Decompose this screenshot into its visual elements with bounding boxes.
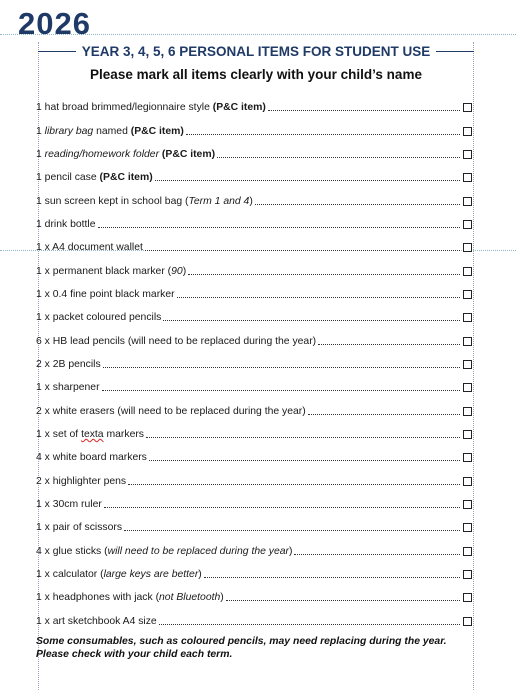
item-label: 4 x white board markers xyxy=(36,452,147,464)
dot-leader xyxy=(98,219,461,228)
item-label: 1 x 0.4 fine point black marker xyxy=(36,288,175,300)
dot-leader xyxy=(155,172,460,181)
item-label: 1 library bag named (P&C item) xyxy=(36,125,184,137)
item-label: 1 x permanent black marker (90) xyxy=(36,265,187,277)
checkbox[interactable] xyxy=(463,267,472,276)
dot-leader xyxy=(255,196,460,205)
checkbox[interactable] xyxy=(463,360,472,369)
year-title: 2026 xyxy=(18,6,91,41)
checkbox[interactable] xyxy=(463,337,472,346)
item-label: 1 x headphones with jack (not Bluetooth) xyxy=(36,592,224,604)
checkbox[interactable] xyxy=(463,313,472,322)
item-label: 1 x packet coloured pencils xyxy=(36,312,162,324)
checkbox[interactable] xyxy=(463,477,472,486)
item-label: 2 x white erasers (will need to be replaced during the year) xyxy=(36,405,306,417)
item-label: 6 x HB lead pencils (will need to be replaced during the year) xyxy=(36,335,317,347)
checkbox[interactable] xyxy=(463,407,472,416)
checklist-row xyxy=(36,423,474,446)
checklist-row xyxy=(36,586,474,609)
checkbox[interactable] xyxy=(463,453,472,462)
dot-leader xyxy=(268,102,460,111)
heading-rule-right xyxy=(436,51,474,52)
heading-bar xyxy=(38,44,474,59)
checklist-row xyxy=(36,446,474,469)
checklist-row xyxy=(36,353,474,376)
checklist-row xyxy=(36,399,474,422)
checklist-row xyxy=(36,493,474,516)
dot-leader xyxy=(163,312,460,321)
checklist-row xyxy=(36,540,474,563)
dot-leader xyxy=(177,289,460,298)
checkbox[interactable] xyxy=(463,173,472,182)
item-label: 1 x sharpener xyxy=(36,382,100,394)
item-label: 1 x A4 document wallet xyxy=(36,242,143,254)
dot-leader xyxy=(103,359,460,368)
checklist-row xyxy=(36,213,474,236)
item-label: 2 x 2B pencils xyxy=(36,358,101,370)
item-label: 1 x pair of scissors xyxy=(36,522,123,534)
checklist-row xyxy=(36,189,474,212)
footnote: Some consumables, such as coloured pencils, may need replacing during the year. Please check with your child each term. xyxy=(36,636,447,660)
checkbox[interactable] xyxy=(463,103,472,112)
checklist-row xyxy=(36,166,474,189)
dot-leader xyxy=(188,266,460,275)
items-checklist xyxy=(36,96,474,633)
dot-leader xyxy=(318,336,460,345)
checklist-row xyxy=(36,143,474,166)
dot-leader xyxy=(159,616,460,625)
dot-leader xyxy=(186,126,460,135)
item-label: 1 x set of texta markers xyxy=(36,428,145,440)
dot-leader xyxy=(102,382,460,391)
dot-leader xyxy=(294,546,460,555)
checkbox[interactable] xyxy=(463,617,472,626)
page-subheading: Please mark all items clearly with your child’s name xyxy=(90,67,422,82)
checklist-row xyxy=(36,236,474,259)
checkbox[interactable] xyxy=(463,127,472,136)
checkbox[interactable] xyxy=(463,500,472,509)
checklist-row xyxy=(36,563,474,586)
dot-leader xyxy=(128,476,460,485)
item-label: 1 pencil case (P&C item) xyxy=(36,172,153,184)
checkbox[interactable] xyxy=(463,430,472,439)
item-label: 4 x glue sticks (will need to be replaced during the year) xyxy=(36,545,293,557)
checkbox[interactable] xyxy=(463,290,472,299)
checklist-row xyxy=(36,329,474,352)
checklist-row xyxy=(36,119,474,142)
checkbox[interactable] xyxy=(463,593,472,602)
checkbox[interactable] xyxy=(463,523,472,532)
checklist-row xyxy=(36,516,474,539)
dot-leader xyxy=(226,592,460,601)
checklist-row xyxy=(36,259,474,282)
item-label: 1 x 30cm ruler xyxy=(36,499,102,511)
item-label: 1 sun screen kept in school bag (Term 1 and 4) xyxy=(36,195,253,207)
dot-leader xyxy=(217,149,460,158)
item-label: 1 x calculator (large keys are better) xyxy=(36,569,202,581)
checklist-row xyxy=(36,376,474,399)
checkbox[interactable] xyxy=(463,197,472,206)
dot-leader xyxy=(145,242,460,251)
dot-leader xyxy=(149,452,460,461)
checklist-row xyxy=(36,306,474,329)
item-label: 1 drink bottle xyxy=(36,218,96,230)
item-label: 2 x highlighter pens xyxy=(36,475,127,487)
checkbox[interactable] xyxy=(463,383,472,392)
dot-leader xyxy=(104,499,460,508)
checkbox[interactable] xyxy=(463,243,472,252)
checklist-row xyxy=(36,610,474,633)
dot-leader xyxy=(204,569,460,578)
checkbox[interactable] xyxy=(463,570,472,579)
checkbox[interactable] xyxy=(463,220,472,229)
checklist-row xyxy=(36,96,474,119)
checklist-row xyxy=(36,283,474,306)
item-label: 1 reading/homework folder (P&C item) xyxy=(36,148,216,160)
item-label: 1 x art sketchbook A4 size xyxy=(36,615,157,627)
dot-leader xyxy=(146,429,460,438)
dot-leader xyxy=(124,522,460,531)
item-label: 1 hat broad brimmed/legionnaire style (P&C item) xyxy=(36,102,266,114)
dot-leader xyxy=(308,406,460,415)
checkbox[interactable] xyxy=(463,547,472,556)
checkbox[interactable] xyxy=(463,150,472,159)
heading-rule-left xyxy=(38,51,76,52)
page-heading: YEAR 3, 4, 5, 6 PERSONAL ITEMS FOR STUDENT USE xyxy=(81,44,431,59)
checklist-row xyxy=(36,470,474,493)
